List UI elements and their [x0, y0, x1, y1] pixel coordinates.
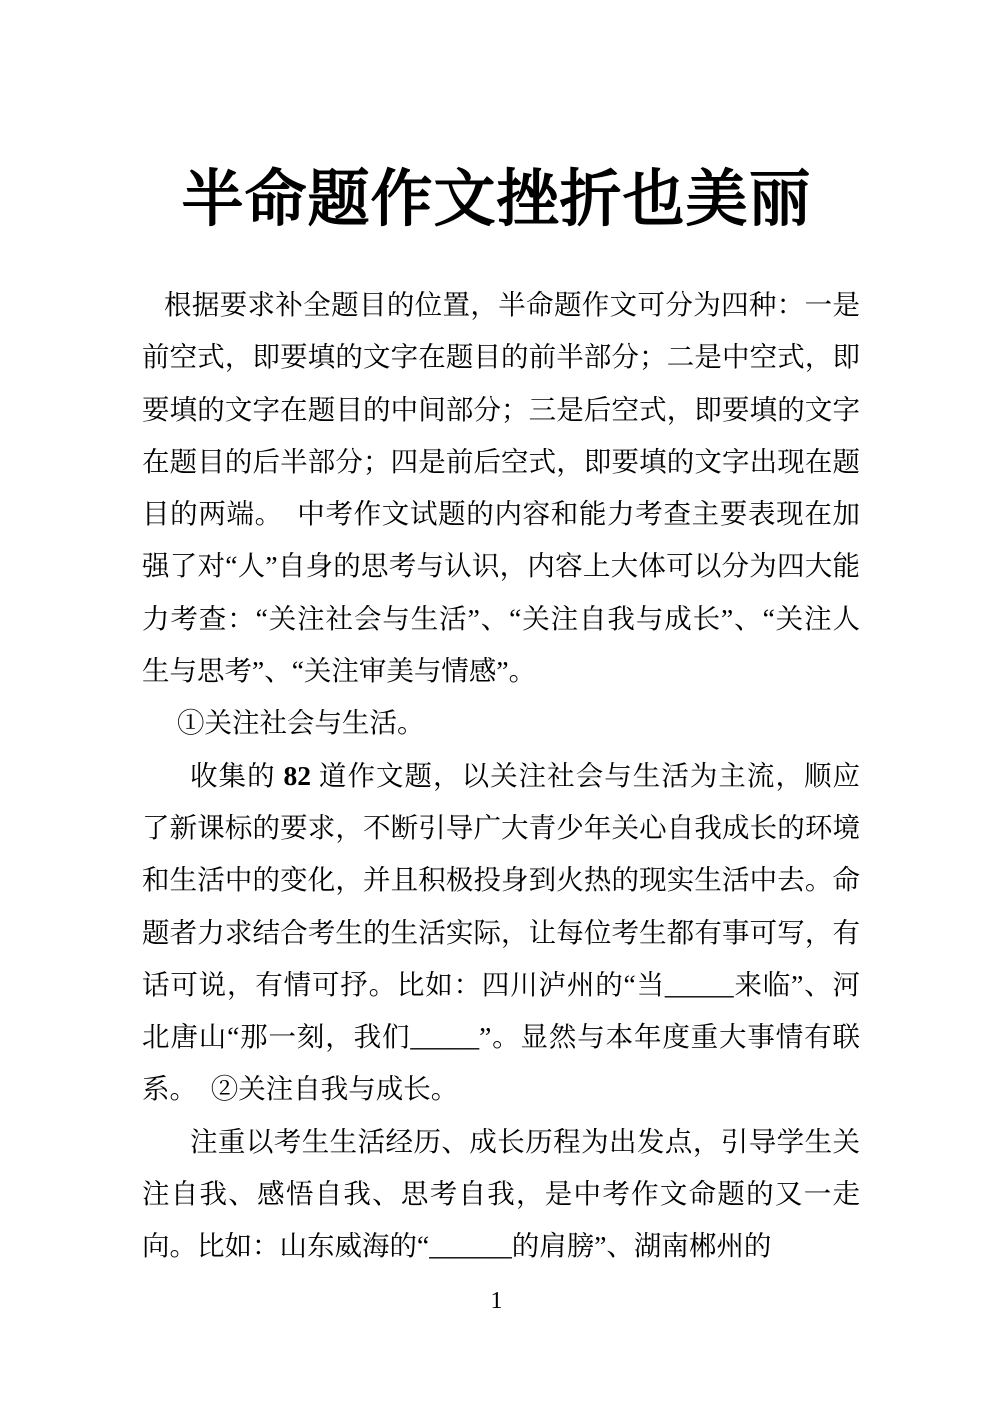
- fill-in-blank-2: _____: [410, 1021, 480, 1053]
- document-body: [142, 279, 860, 1273]
- text-run-tail: ”。显然与本年度重大事情有联系。 ②关注自我与成长。: [142, 1021, 860, 1105]
- fill-in-blank-3: ______: [429, 1230, 512, 1262]
- text-run-mid: 来临”、河北唐山“那一刻，我们: [142, 968, 860, 1053]
- paragraph-point1-body: [142, 750, 860, 1116]
- document-title: 半命题作文挫折也美丽: [181, 166, 812, 234]
- text-run-pre-number: 收集的: [190, 759, 284, 791]
- text-run-after-number: 道作文题，以关注社会与生活为主流，顺应了新课标的要求，不断引导广大青少年关心自我成长的环境和生活中的变化，并且积极投身到火热的现实生活中去。命题者力求结合考生的生活实际，让每位考生都有事可写，有话可说，有情可抒。比如：四川泸州的“当: [142, 759, 861, 1000]
- paragraph-intro: 根据要求补全题目的位置，半命题作文可分为四种：一是前空式，即要填的文字在题目的前半部分；二是中空式，即要填的文字在题目的中间部分；三是后空式，即要填的文字在题目的后半部分；四是前后空式，即要填的文字出现在题目的两端。 中考作文试题的内容和能力考查主要表现在加强了对“人”自身的思考与认识，内容上大体可以分为四大能力考查：“关注社会与生活”、“关注自我与成长”、“关注人生与思考”、“关注审美与情感”。: [142, 289, 860, 687]
- bold-number-82: 82: [283, 759, 312, 791]
- paragraph-point2-body: [142, 1116, 860, 1273]
- fill-in-blank-1: _____: [664, 968, 734, 1000]
- text-run-lead: 注重以考生生活经历、成长历程为出发点，引导学生关注自我、感悟自我、思考自我，是中考作文命题的又一走向。比如：山东威海的“: [142, 1125, 860, 1262]
- text-run-tail: 的肩膀”、湖南郴州的: [511, 1230, 772, 1262]
- page-number: 1: [490, 1288, 503, 1314]
- paragraph-point1-heading: ①关注社会与生活。: [177, 707, 425, 739]
